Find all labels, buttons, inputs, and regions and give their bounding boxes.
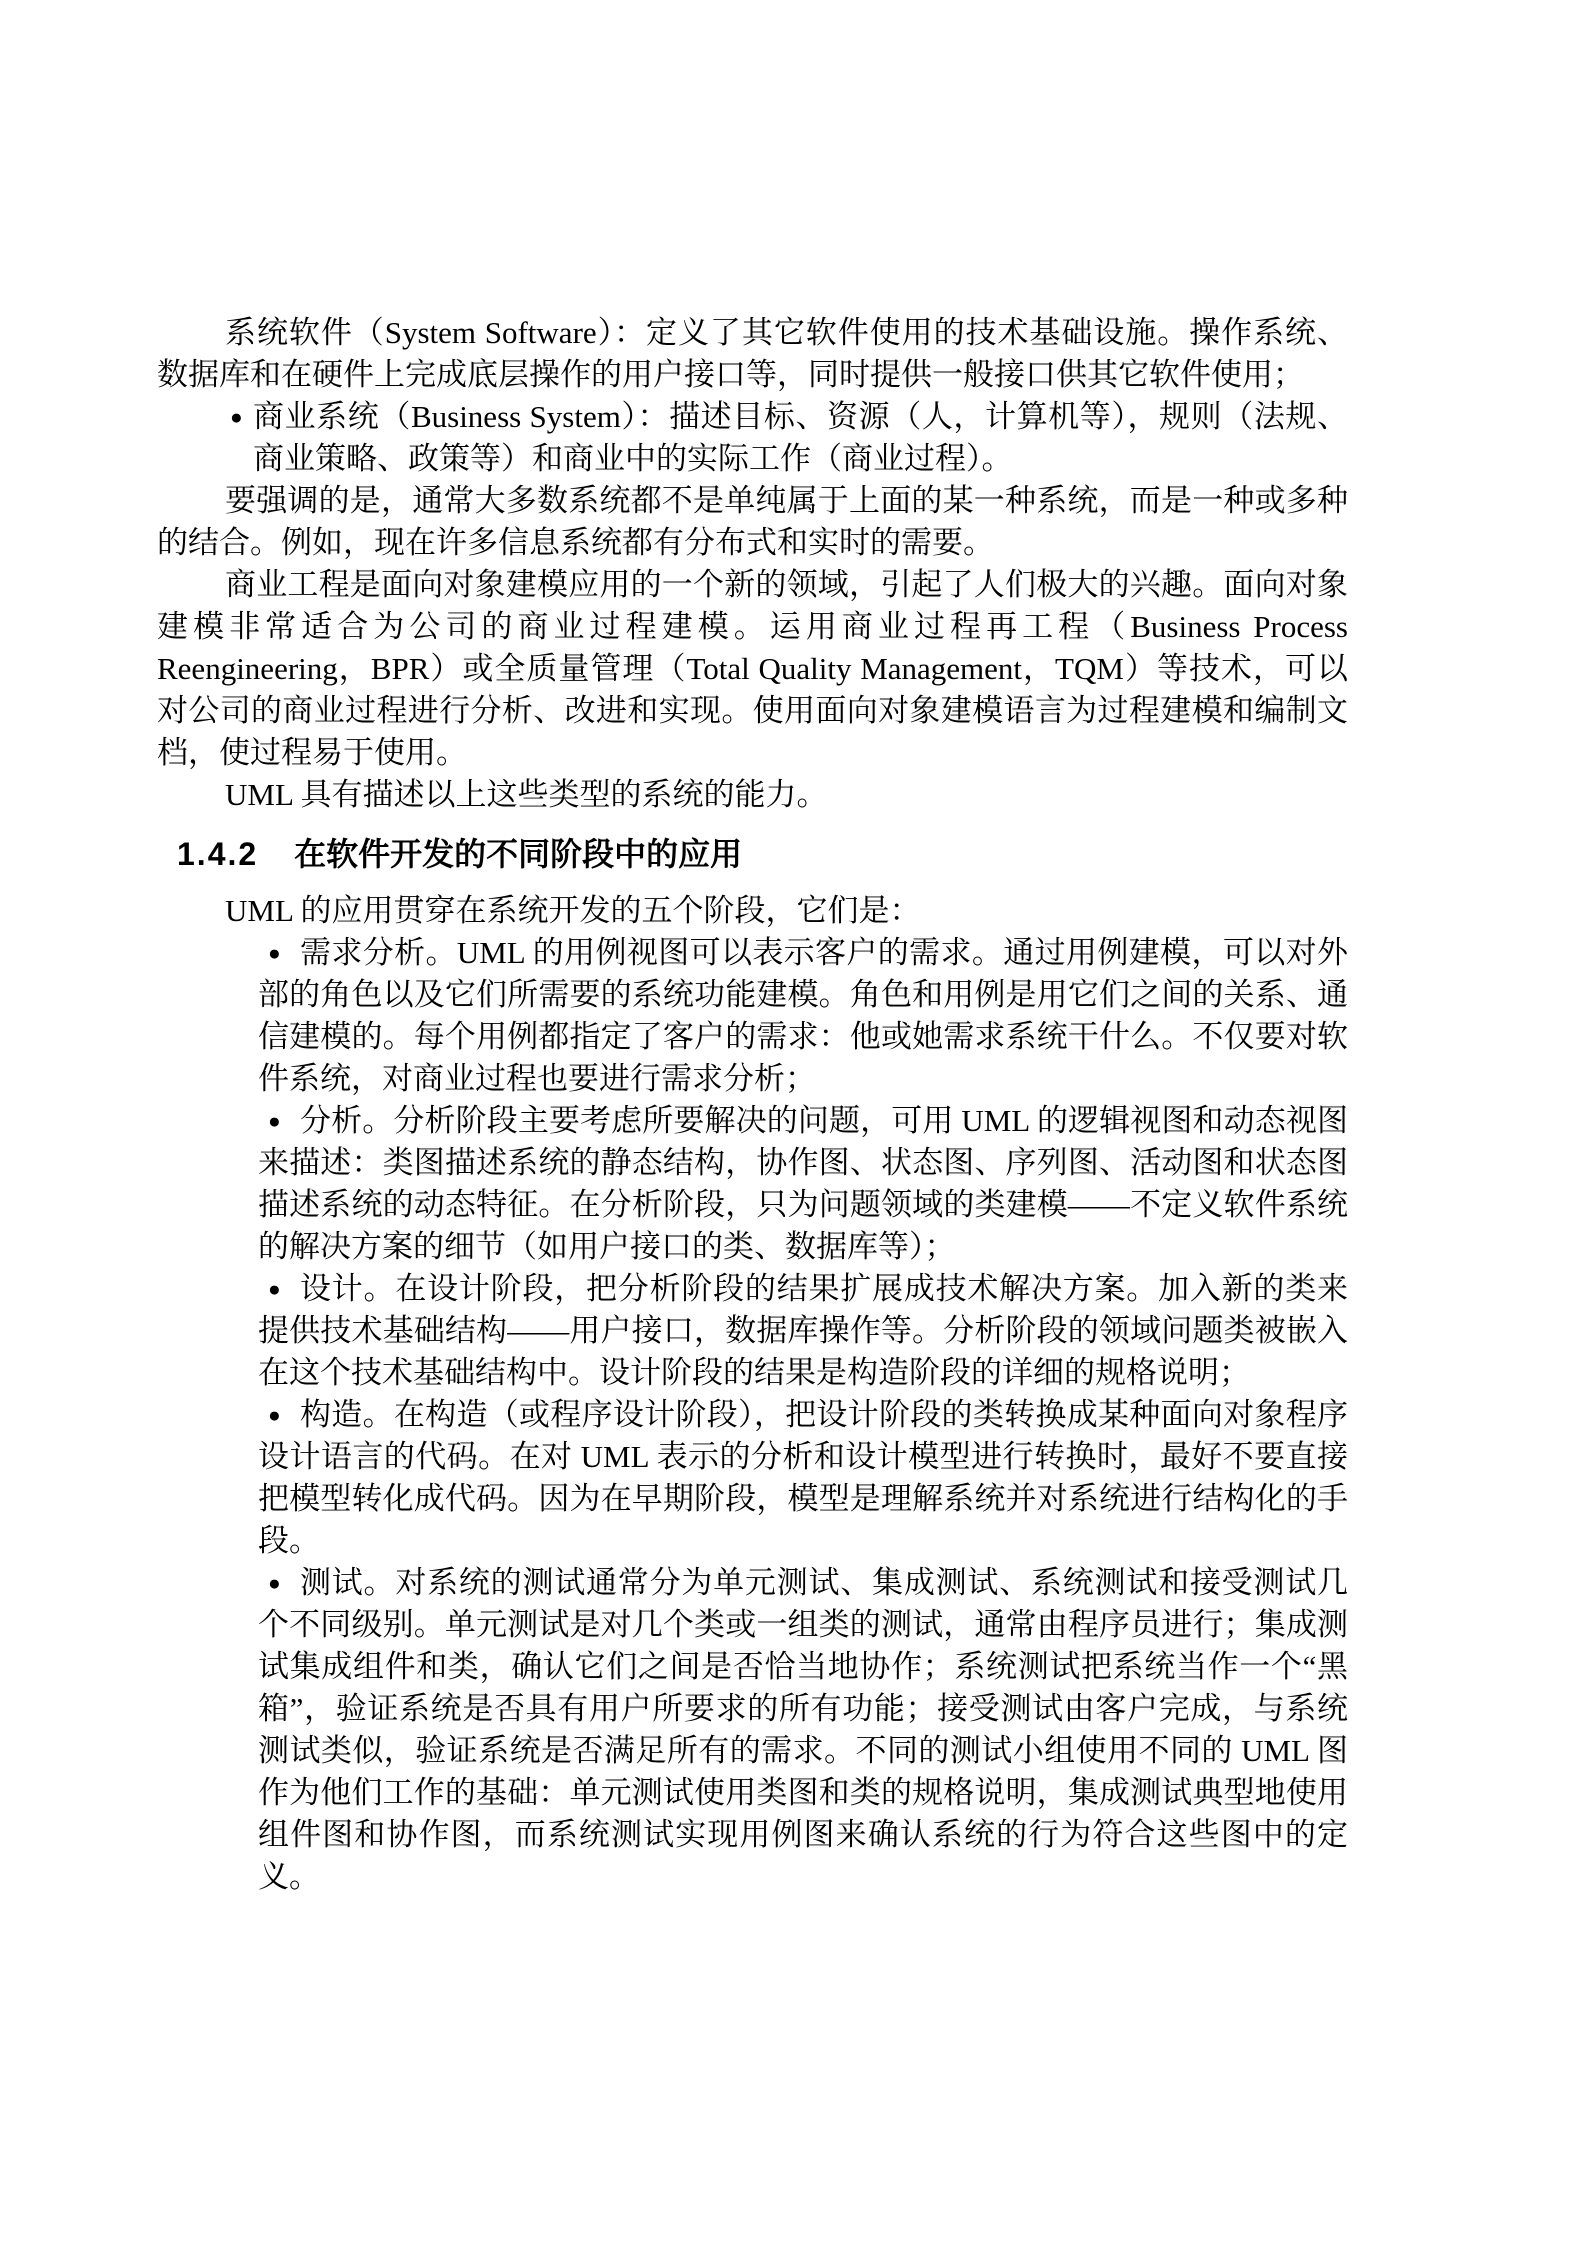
paragraph-phases-intro: UML 的应用贯穿在系统开发的五个阶段，它们是： — [225, 893, 921, 928]
bullet-icon: ● — [268, 941, 281, 965]
bullet-icon: ● — [268, 1571, 281, 1595]
list-item-text: 构造。在构造（或程序设计阶段），把设计阶段的类转换成某种面向对象程序设计语言的代码。在对 UML 表示的分析和设计模型进行转换时，最好不要直接把模型转化成代码。因为在早期阶段，模型是理解系统并对系统进行结构化的手段。 — [258, 1397, 1348, 1558]
paragraph-uml-ability: UML 具有描述以上这些类型的系统的能力。 — [225, 777, 828, 812]
bullet-icon: ● — [268, 1277, 281, 1301]
list-item-design — [157, 1268, 1348, 1394]
bullet-icon: ● — [268, 1403, 281, 1427]
section-title: 在软件开发的不同阶段中的应用 — [294, 836, 743, 872]
paragraph-emphasis: 要强调的是，通常大多数系统都不是单纯属于上面的某一种系统，而是一种或多种的结合。例如，现在许多信息系统都有分布式和实时的需要。 — [157, 483, 1348, 560]
paragraph-system-software: 系统软件（System Software）：定义了其它软件使用的技术基础设施。操作系统、数据库和在硬件上完成底层操作的用户接口等，同时提供一般接口供其它软件使用； — [157, 315, 1348, 392]
list-item-text: 分析。分析阶段主要考虑所要解决的问题，可用 UML 的逻辑视图和动态视图来描述：类图描述系统的静态结构，协作图、状态图、序列图、活动图和状态图描述系统的动态特征。在分析阶段，只为问题领域的类建模——不定义软件系统的解决方案的细节（如用户接口的类、数据库等）； — [258, 1103, 1348, 1264]
bullet-icon: ● — [230, 405, 243, 429]
list-item-requirements-analysis — [157, 932, 1348, 1100]
list-item-text: 需求分析。UML 的用例视图可以表示客户的需求。通过用例建模，可以对外部的角色以及它们所需要的系统功能建模。角色和用例是用它们之间的关系、通信建模的。每个用例都指定了客户的需求：他或她需求系统干什么。不仅要对软件系统，对商业过程也要进行需求分析； — [258, 935, 1348, 1096]
section-number: 1.4.2 — [177, 836, 259, 872]
section-heading — [157, 832, 1348, 876]
list-item-text: 测试。对系统的测试通常分为单元测试、集成测试、系统测试和接受测试几个不同级别。单元测试是对几个类或一组类的测试，通常由程序员进行；集成测试集成组件和类，确认它们之间是否恰当地协作；系统测试把系统当作一个“黑箱”，验证系统是否具有用户所要求的所有功能；接受测试由客户完成，与系统测试类似，验证系统是否满足所有的需求。不同的测试小组使用不同的 UML 图作为他们工作的基础：单元测试使用类图和类的规格说明，集成测试典型地使用组件图和协作图，而系统测试实现用例图来确认系统的行为符合这些图中的定义。 — [258, 1565, 1348, 1894]
bullet-icon: ● — [268, 1109, 281, 1133]
list-item-analysis — [157, 1100, 1348, 1268]
paragraph-business-engineering: 商业工程是面向对象建模应用的一个新的领域，引起了人们极大的兴趣。面向对象建模非常适合为公司的商业过程建模。运用商业过程再工程（Business Process Reengineering，BPR）或全质量管理（Total Quality Management，TQM）等技术，可以对公司的商业过程进行分析、改进和实现。使用面向对象建模语言为过程建模和编制文档，使过程易于使用。 — [157, 567, 1348, 770]
list-item-business-system — [157, 396, 1348, 480]
list-item-text: 商业系统（Business System）：描述目标、资源（人，计算机等），规则（法规、商业策略、政策等）和商业中的实际工作（商业过程）。 — [253, 399, 1348, 476]
list-item-construction — [157, 1394, 1348, 1562]
document-page — [157, 312, 1348, 1898]
list-item-text: 设计。在设计阶段，把分析阶段的结果扩展成技术解决方案。加入新的类来提供技术基础结构——用户接口，数据库操作等。分析阶段的领域问题类被嵌入在这个技术基础结构中。设计阶段的结果是构造阶段的详细的规格说明； — [258, 1271, 1348, 1390]
list-item-testing — [157, 1562, 1348, 1898]
